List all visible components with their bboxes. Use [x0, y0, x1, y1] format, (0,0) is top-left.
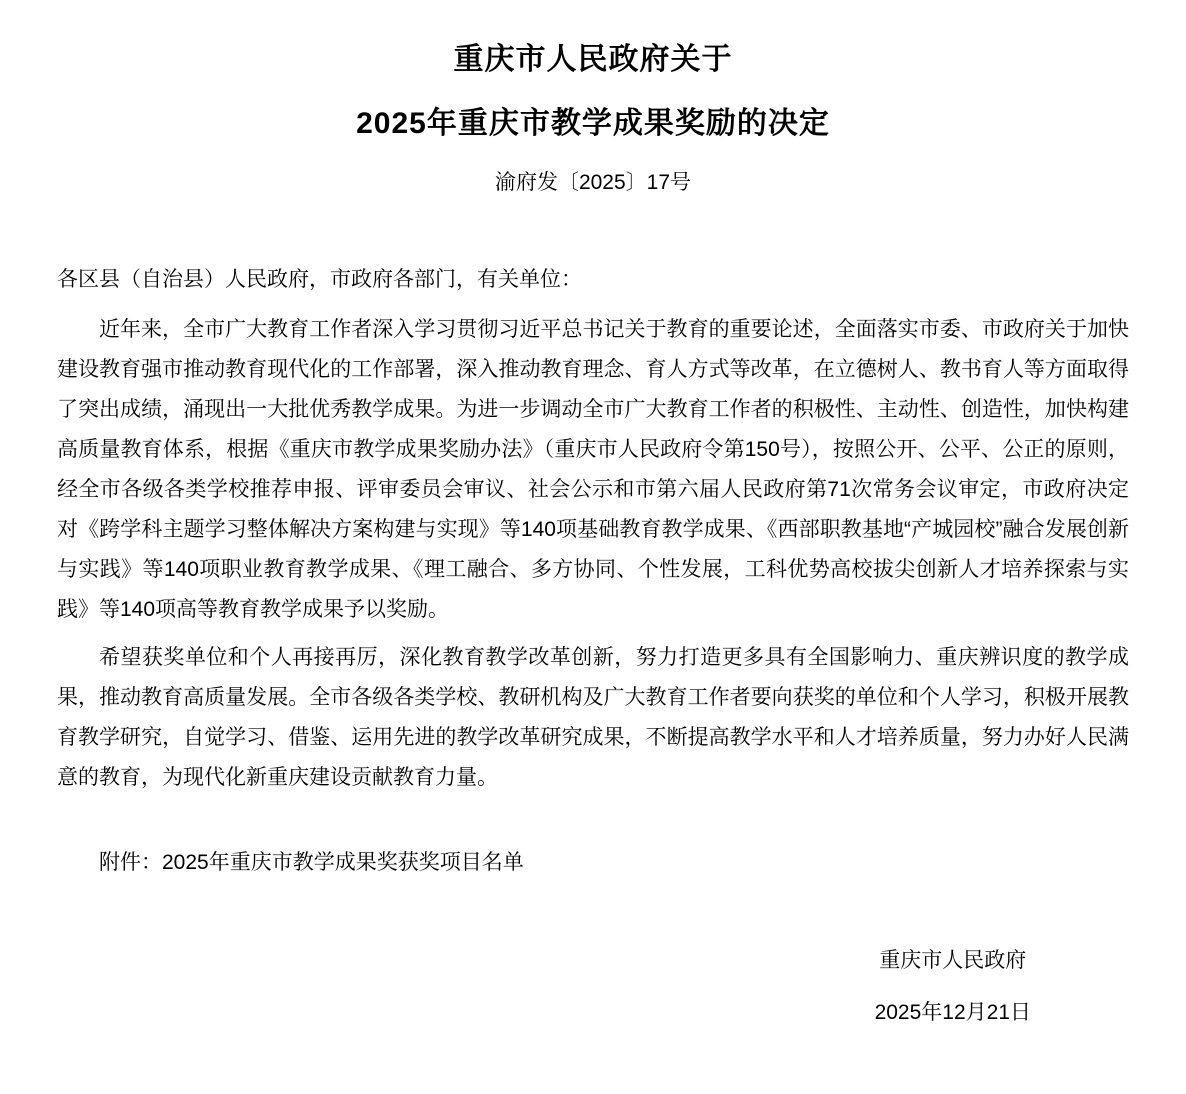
body-paragraph-2: 希望获奖单位和个人再接再厉，深化教育教学改革创新，努力打造更多具有全国影响力、重庆辨识度的教学成果，推动教育高质量发展。全市各级各类学校、教研机构及广大教育工作者要向获奖的单位和个人学习，积极开展教育教学研究，自觉学习、借鉴、运用先进的教学改革研究成果，不断提高教学水平和人才培养质量，努力办好人民满意的教育，为现代化新重庆建设贡献教育力量。 — [57, 646, 1129, 789]
signature-block — [875, 941, 1031, 1033]
salutation-line: 各区县（自治县）人民政府，市政府各部门，有关单位： — [57, 268, 582, 291]
document-number: 渝府发〔2025〕17号 — [494, 171, 692, 194]
body-paragraph-1: 近年来，全市广大教育工作者深入学习贯彻习近平总书记关于教育的重要论述，全面落实市委、市政府关于加快建设教育强市推动教育现代化的工作部署，深入推动教育理念、育人方式等改革，在立德树人、教书育人等方面取得了突出成绩，涌现出一大批优秀教学成果。为进一步调动全市广大教育工作者的积极性、主动性、创造性，加快构建高质量教育体系，根据《重庆市教学成果奖励办法》（重庆市人民政府令第150号），按照公开、公平、公正的原则，经全市各级各类学校推荐申报、评审委员会审议、社会公示和市第六届人民政府第71次常务会议审定，市政府决定对《跨学科主题学习整体解决方案构建与实现》等140项基础教育教学成果、《西部职教基地“产城园校”融合发展创新与实践》等140项职业教育教学成果、《理工融合、多方协同、个性发展，工科优势高校拔尖创新人才培养探索与实践》等140项高等教育教学成果予以奖励。 — [57, 318, 1129, 621]
document-title-line2: 2025年重庆市教学成果奖励的决定 — [356, 107, 830, 140]
attachment-line: 附件：2025年重庆市教学成果奖获奖项目名单 — [99, 851, 524, 874]
signature-date: 2025年12月21日 — [874, 1001, 1031, 1024]
signature-issuer: 重庆市人民政府 — [879, 949, 1027, 972]
document-page — [0, 40, 1186, 1094]
document-title-line1: 重庆市人民政府关于 — [453, 43, 733, 76]
